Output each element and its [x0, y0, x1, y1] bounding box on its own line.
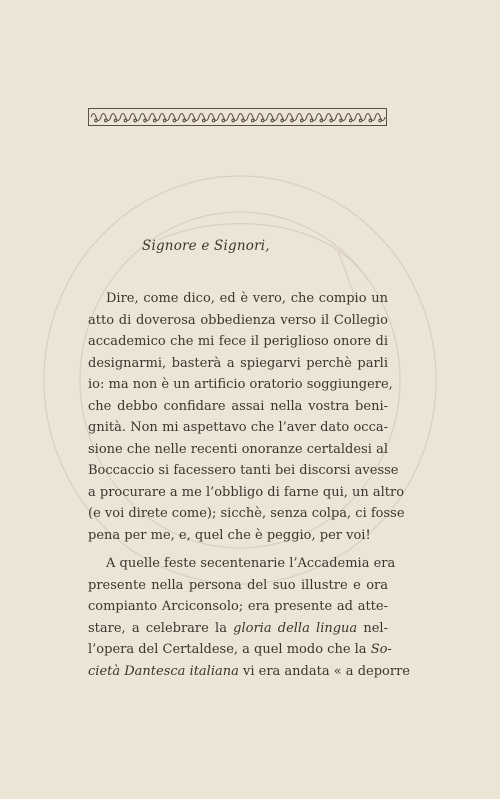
text-line: a procurare a me l’obbligo di farne qui, un altro	[88, 484, 405, 500]
text-line: io: ma non è un artificio oratorio soggiungere,	[88, 377, 393, 392]
text-line: A quelle feste secentenarie l’Accademia era	[106, 556, 396, 571]
body-text	[88, 288, 410, 682]
text-line: gnità. Non mi aspettavo che l’aver dato occa-	[88, 420, 388, 435]
text-line: Dire, come dico, ed è vero, che compio un	[106, 291, 388, 306]
text-line: atto di doverosa obbedienza verso il Collegio	[88, 312, 388, 328]
text-line: presente nella persona del suo illustre e ora	[88, 577, 388, 593]
text-line: cietà Dantesca italiana vi era andata « a deporre	[88, 663, 410, 679]
text-line: l’opera del Certaldese, a quel modo che la So-	[88, 642, 392, 657]
text-line: sione che nelle recenti onoranze certaldesi al	[88, 441, 388, 457]
text-line: Boccaccio si facessero tanti bei discorsi avesse	[88, 463, 399, 478]
text-line: stare, a celebrare la gloria della lingua nel-	[88, 620, 388, 636]
text-line: accademico che mi fece il periglioso onore di	[88, 334, 388, 349]
text-line: designarmi, basterà a spiegarvi perchè parli	[88, 355, 388, 371]
ornamental-header-band	[88, 108, 387, 126]
text-line: (e voi direte come); sicchè, senza colpa, ci fosse	[88, 506, 405, 521]
salutation: Signore e Signori,	[142, 238, 270, 254]
text-line: che debbo confidare assai nella vostra beni-	[88, 398, 388, 414]
text-line: pena per me, e, quel che è peggio, per voi!	[88, 527, 371, 543]
text-line: compianto Arciconsolo; era presente ad atte-	[88, 599, 388, 614]
